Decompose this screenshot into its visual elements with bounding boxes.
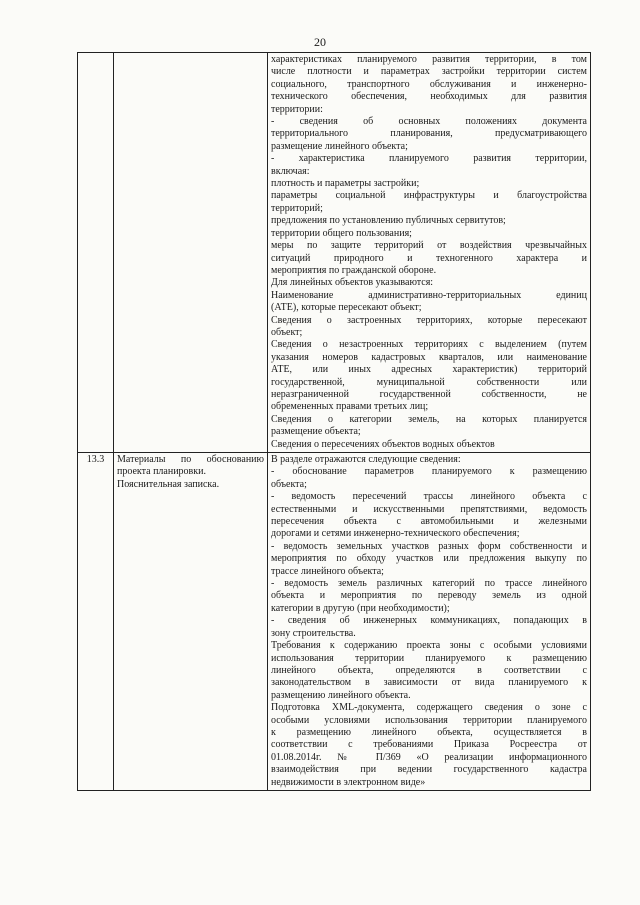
section-name-line: Пояснительная записка. — [117, 478, 220, 490]
content-line: - ведомость земель различных категорий по трассе линейного — [271, 578, 587, 590]
requirements-table — [77, 52, 591, 791]
content-line: Наименование административно-территориальных единиц — [271, 289, 587, 301]
section-name — [114, 53, 268, 453]
content-line: дорогами и сетями инженерно-технического обеспечения; — [271, 528, 520, 540]
content-line: ситуаций природного и техногенного характера и — [271, 252, 587, 264]
content-line: Для линейных объектов указываются: — [271, 277, 434, 289]
content-line: - сведения об инженерных коммуникациях, попадающих в — [271, 615, 587, 627]
content-line: взаимодействия при ведении государственного кадастра — [271, 764, 587, 776]
content-line: 01.08.2014г. № П/369 «О реализации информационного — [271, 751, 587, 763]
section-name-line: Материалы по обоснованию — [117, 454, 264, 465]
content-line: размещение линейного объекта; — [271, 140, 408, 152]
section-content — [268, 453, 591, 791]
content-line: размещению линейного объекта. — [271, 689, 411, 701]
content-line: государственной, муниципальной собственности или — [271, 376, 587, 388]
content-line: Сведения о застроенных территориях, которые пересекают — [271, 314, 587, 326]
content-line: Сведения о незастроенных территориях с выделением (путем — [271, 339, 587, 351]
content-line: - ведомость пересечений трассы линейного объекта с — [271, 491, 587, 503]
content-line: - обоснование параметров планируемого к размещению — [271, 466, 587, 478]
content-line: - характеристика планируемого развития территории, — [271, 153, 587, 165]
content-line: линейного объекта, определяются в соответствии с — [271, 664, 587, 676]
content-line: (АТЕ), которые пересекают объект; — [271, 302, 422, 314]
content-line: Сведения о категории земель, на которых планируется — [271, 413, 587, 425]
row-number: 13.3 — [78, 453, 114, 791]
content-line: недвижимости в электронном виде» — [271, 776, 426, 788]
content-line: плотность и параметры застройки; — [271, 178, 420, 190]
content-line: технического обеспечения, необходимых для развития — [271, 91, 587, 103]
content-line: законодательством в зависимости от вида планируемого к — [271, 677, 587, 689]
table-row — [78, 53, 591, 453]
section-name — [114, 453, 268, 791]
content-line: Сведения о пересечениях объектов водных объектов — [271, 438, 495, 450]
content-line: территорий; — [271, 202, 323, 214]
content-line: естественными и искусственными препятствиями, ведомость — [271, 503, 587, 515]
content-line: к размещению линейного объекта, осуществляется в — [271, 726, 587, 738]
content-line: обремененных правами третьих лиц; — [271, 401, 429, 413]
content-line: указания номеров кадастровых кварталов, или наименование — [271, 351, 587, 363]
section-name-line: проекта планировки. — [117, 466, 206, 478]
content-line: размещение объекта; — [271, 426, 361, 438]
content-line: параметры социальной инфраструктуры и благоустройства — [271, 190, 587, 202]
content-line: предложения по установлению публичных сервитутов; — [271, 215, 506, 227]
content-line: характеристиках планируемого развития территории, в том — [271, 54, 587, 65]
table-body — [78, 53, 591, 791]
content-line: объекта и мероприятия по переводу земель из одной — [271, 590, 587, 602]
content-line: В разделе отражаются следующие сведения: — [271, 454, 461, 465]
content-line: - сведения об основных положениях документа — [271, 116, 587, 128]
content-line: АТЕ, или иных адресных характеристик) территорий — [271, 364, 587, 376]
content-line: - ведомость земельных участков разных форм собственности и — [271, 540, 587, 552]
content-line: числе плотности и параметрах застройки территории систем — [271, 66, 587, 78]
content-line: неразграниченной государственной собственности, не — [271, 388, 587, 400]
section-content — [268, 53, 591, 453]
content-line: объекта; — [271, 478, 307, 490]
page-number: 20 — [314, 35, 326, 49]
content-line: Требования к содержанию проекта зоны с особыми условиями — [271, 640, 587, 652]
content-line: территории общего пользования; — [271, 227, 412, 239]
content-line: объект; — [271, 326, 303, 338]
content-line: пересечения объекта с автомобильными и железными — [271, 516, 587, 528]
content-line: социального, транспортного обслуживания и инженерно- — [271, 78, 587, 90]
content-line: меры по защите территорий от воздействия чрезвычайных — [271, 240, 587, 252]
content-line: особыми условиями использования территории планируемого — [271, 714, 587, 726]
content-line: использования территории планируемого к размещению — [271, 652, 587, 664]
content-line: включая: — [271, 165, 310, 177]
content-line: мероприятия по гражданской обороне. — [271, 264, 437, 276]
content-line: Подготовка XML-документа, содержащего сведения о зоне с — [271, 702, 587, 714]
content-line: соответствии с требованиями Приказа Росреестра от — [271, 739, 587, 751]
content-line: трассе линейного объекта; — [271, 565, 384, 577]
content-line: территории: — [271, 103, 323, 115]
table-row — [78, 453, 591, 791]
content-line: мероприятия по обходу участков или предложения выкупу по — [271, 553, 587, 565]
content-line: зону строительства. — [271, 627, 356, 639]
row-number — [78, 53, 114, 453]
content-line: территориального планирования, предусматривающего — [271, 128, 587, 140]
content-line: категории в другую (при необходимости); — [271, 602, 450, 614]
